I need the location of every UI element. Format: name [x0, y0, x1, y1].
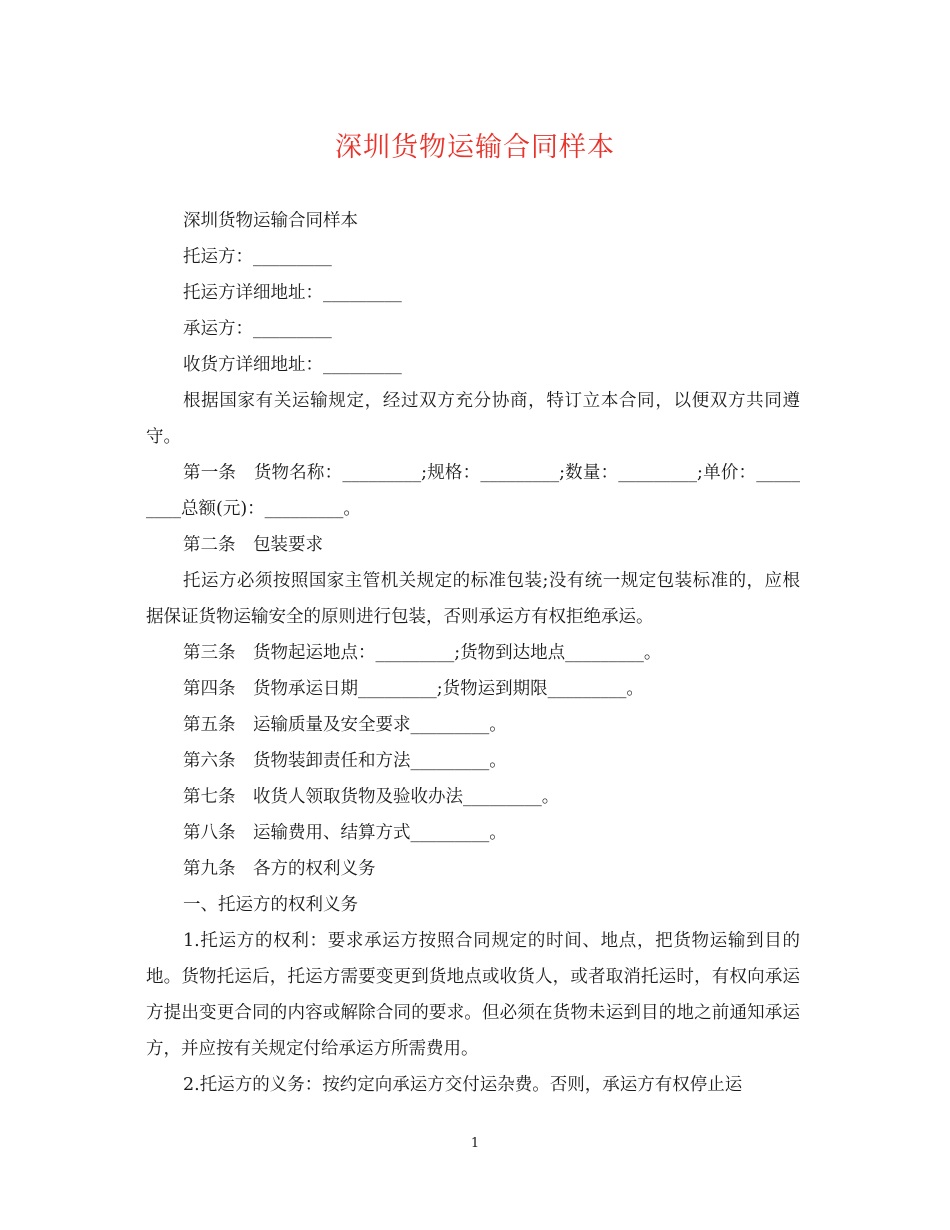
paragraph: 第三条 货物起运地点：_________;货物到达地点_________。	[183, 643, 662, 663]
paragraph: 托运方：_________	[183, 247, 332, 267]
document-body	[146, 203, 800, 1103]
paragraph: 第六条 货物装卸责任和方法_________。	[183, 751, 507, 771]
document-title: 深圳货物运输合同样本	[335, 132, 615, 163]
paragraph: 第九条 各方的权利义务	[183, 859, 376, 879]
paragraph: 第五条 运输质量及安全要求_________。	[183, 715, 507, 735]
paragraph: 托运方必须按照国家主管机关规定的标准包装;没有统一规定包装标准的，应根据保证货物运输安全的原则进行包装，否则承运方有权拒绝承运。	[146, 571, 800, 627]
paragraph: 深圳货物运输合同样本	[183, 211, 358, 231]
paragraph: 第八条 运输费用、结算方式_________。	[183, 823, 507, 843]
paragraph: 托运方详细地址：_________	[183, 283, 402, 303]
paragraph: 2.托运方的义务：按约定向承运方交付运杂费。否则，承运方有权停止运	[183, 1075, 743, 1095]
paragraph: 根据国家有关运输规定，经过双方充分协商，特订立本合同，以便双方共同遵守。	[146, 391, 800, 447]
paragraph: 一、托运方的权利义务	[183, 895, 358, 915]
paragraph: 第四条 货物承运日期_________;货物运到期限_________。	[183, 679, 644, 699]
paragraph: 收货方详细地址：_________	[183, 355, 402, 375]
paragraph: 第二条 包装要求	[183, 535, 323, 555]
page-number: 1	[470, 1136, 480, 1151]
paragraph: 承运方：_________	[183, 319, 332, 339]
paragraph: 第一条 货物名称：_________;规格：_________;数量：_________;单价：_________总额(元)：_________。	[146, 463, 800, 519]
paragraph: 第七条 收货人领取货物及验收办法_________。	[183, 787, 560, 807]
paragraph: 1.托运方的权利：要求承运方按照合同规定的时间、地点，把货物运输到目的地。货物托运后，托运方需要变更到货地点或收货人，或者取消托运时，有权向承运方提出变更合同的内容或解除合同的要求。但必须在货物未运到目的地之前通知承运方，并应按有关规定付给承运方所需费用。	[146, 931, 800, 1059]
